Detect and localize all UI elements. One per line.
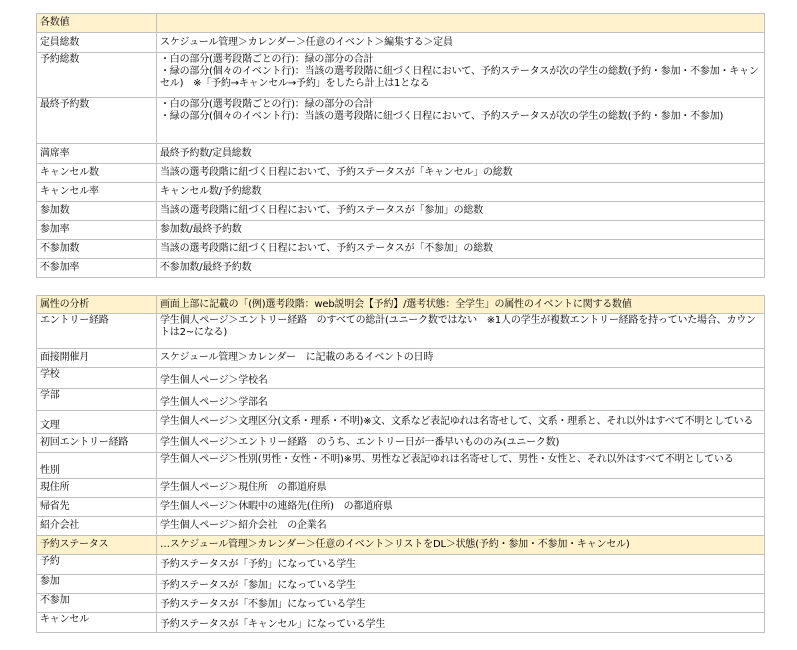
row-label: 不参加 <box>37 594 157 613</box>
row-label: 予約総数 <box>37 53 157 98</box>
table-row <box>37 240 765 259</box>
row-label: エントリー経路 <box>37 314 157 349</box>
row-value: 当該の選考段階に紐づく日程において、予約ステータスが「不参加」の総数 <box>157 240 765 259</box>
row-value: 最終予約数/定員総数 <box>157 144 765 164</box>
row-label: 学校 <box>37 368 157 389</box>
row-value: 不参加数/最終予約数 <box>157 259 765 278</box>
table-row <box>37 389 765 411</box>
row-label: 参加 <box>37 575 157 594</box>
row-label: キャンセル <box>37 613 157 633</box>
status-row <box>37 613 765 633</box>
row-label: 面接開催月 <box>37 349 157 368</box>
status-header-row <box>37 536 765 555</box>
table-row <box>37 144 765 164</box>
row-value: 予約ステータスが「予約」になっている学生 <box>157 555 765 575</box>
header-label-cell: 各数値 <box>37 14 157 33</box>
table-row <box>37 314 765 349</box>
status-row <box>37 575 765 594</box>
row-value: 学生個人ページ＞休暇中の連絡先(住所) の都道府県 <box>157 498 765 517</box>
row-label: 現住所 <box>37 479 157 498</box>
row-label: 定員総数 <box>37 33 157 53</box>
header-value-cell <box>157 14 765 33</box>
row-value: 学生個人ページ＞紹介会社 の企業名 <box>157 517 765 536</box>
row-label: 学部 <box>37 389 157 411</box>
table-row <box>37 183 765 202</box>
row-value: 学生個人ページ＞現住所 の都道府県 <box>157 479 765 498</box>
attributes-definition-table <box>36 295 765 633</box>
row-value: 学生個人ページ＞エントリー経路 のうち、エントリー日が一番早いもののみ(ユニーク数) <box>157 434 765 453</box>
status-row <box>37 555 765 575</box>
table-header-row <box>37 14 765 33</box>
row-label: キャンセル数 <box>37 164 157 183</box>
row-value: 学生個人ページ＞性別(男性・女性・不明)※男、男性など表記ゆれは名寄せして、男性・女性と、それ以外はすべて不明としている <box>157 453 765 479</box>
row-value: 学生個人ページ＞文理区分(文系・理系・不明)※文、文系など表記ゆれは名寄せして、文系・理系と、それ以外はすべて不明としている <box>157 411 765 434</box>
row-label: 参加数 <box>37 202 157 221</box>
metrics-definition-table <box>36 13 765 278</box>
table-row <box>37 53 765 98</box>
header-value-cell: 画面上部に記載の「(例)選考段階：web説明会【予約】/選考状態：全学生」の属性のイベントに関する数値 <box>157 296 765 314</box>
row-label: 最終予約数 <box>37 98 157 144</box>
status-header-label: 予約ステータス <box>37 536 157 555</box>
row-value <box>157 98 765 144</box>
row-value: 予約ステータスが「参加」になっている学生 <box>157 575 765 594</box>
row-label: 満席率 <box>37 144 157 164</box>
row-value: 参加数/最終予約数 <box>157 221 765 240</box>
row-label: 紹介会社 <box>37 517 157 536</box>
row-label: 初回エントリー経路 <box>37 434 157 453</box>
row-label: キャンセル率 <box>37 183 157 202</box>
row-value-line: ・緑の部分(個々のイベント行)：当該の選考段階に紐づく日程において、予約ステータスが次の学生の総数(予約・参加・不参加) <box>160 111 724 122</box>
row-label: 文理 <box>37 411 157 434</box>
row-label: 不参加数 <box>37 240 157 259</box>
row-value-line: ・白の部分(選考段階ごとの行)：緑の部分の合計 <box>160 99 374 110</box>
table-row <box>37 479 765 498</box>
row-label: 参加率 <box>37 221 157 240</box>
row-value: キャンセル数/予約総数 <box>157 183 765 202</box>
row-value: スケジュール管理＞カレンダー に記載のあるイベントの日時 <box>157 349 765 368</box>
row-value: スケジュール管理＞カレンダー＞任意のイベント＞編集する＞定員 <box>157 33 765 53</box>
row-label: 予約 <box>37 555 157 575</box>
table-row <box>37 33 765 53</box>
table-row <box>37 202 765 221</box>
row-value-line: ・緑の部分(個々のイベント行)：当該の選考段階に紐づく日程において、予約ステータスが次の学生の総数(予約・参加・不参加・キャンセル) ※「予約→キャンセル→予約」をしたら計上は1となる <box>160 66 759 89</box>
status-header-value: …スケジュール管理＞カレンダー＞任意のイベント＞リストをDL＞状態(予約・参加・不参加・キャンセル) <box>157 536 765 555</box>
row-value: 学生個人ページ＞学部名 <box>157 389 765 411</box>
row-label: 帰省先 <box>37 498 157 517</box>
table-row <box>37 259 765 278</box>
table-row <box>37 164 765 183</box>
row-value: 当該の選考段階に紐づく日程において、予約ステータスが「キャンセル」の総数 <box>157 164 765 183</box>
row-value: 予約ステータスが「不参加」になっている学生 <box>157 594 765 613</box>
table-row <box>37 411 765 434</box>
table-row <box>37 221 765 240</box>
row-value: 当該の選考段階に紐づく日程において、予約ステータスが「参加」の総数 <box>157 202 765 221</box>
table-header-row <box>37 296 765 314</box>
row-label: 不参加率 <box>37 259 157 278</box>
table-row <box>37 498 765 517</box>
table-row <box>37 368 765 389</box>
table-row <box>37 349 765 368</box>
row-label: 性別 <box>37 453 157 479</box>
table-row <box>37 434 765 453</box>
header-label-cell: 属性の分析 <box>37 296 157 314</box>
row-value-line: ・白の部分(選考段階ごとの行)：緑の部分の合計 <box>160 54 374 65</box>
row-value <box>157 53 765 98</box>
table-row <box>37 517 765 536</box>
row-value: 学生個人ページ＞エントリー経路 のすべての総計(ユニーク数ではない ※1人の学生が複数エントリー経路を持っていた場合、カウントは2~になる) <box>157 314 765 349</box>
table-row <box>37 453 765 479</box>
table-row <box>37 98 765 144</box>
row-value: 学生個人ページ＞学校名 <box>157 368 765 389</box>
status-row <box>37 594 765 613</box>
row-value: 予約ステータスが「キャンセル」になっている学生 <box>157 613 765 633</box>
